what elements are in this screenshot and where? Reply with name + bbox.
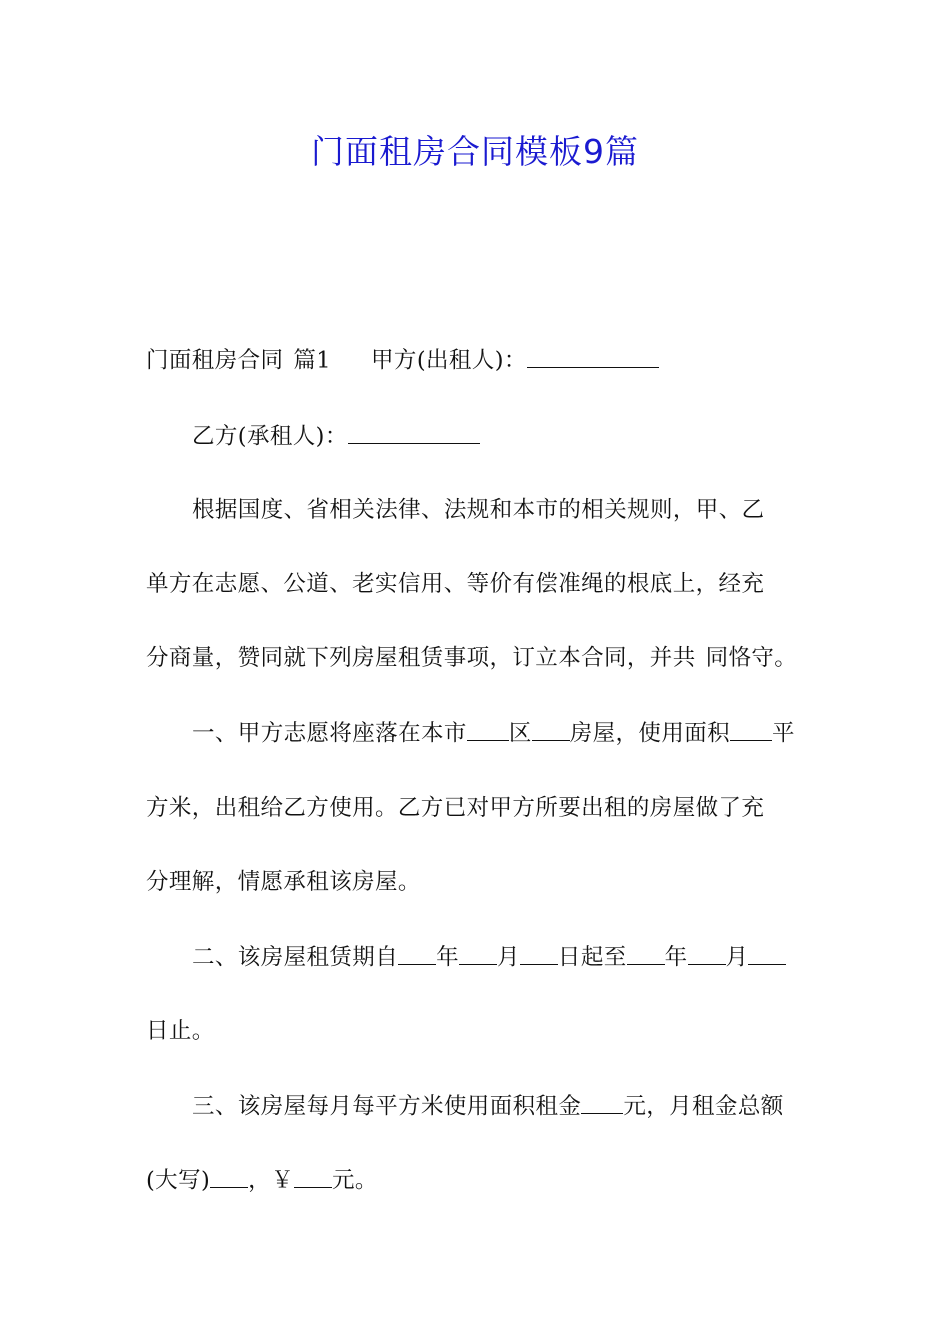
clause2-end-month: 月 bbox=[725, 944, 749, 971]
section-heading-line bbox=[146, 343, 659, 378]
start-year-blank bbox=[398, 940, 436, 965]
intro-line-1: 根据国度、省相关法律、法规和本市的相关规则，甲、乙 bbox=[192, 497, 765, 523]
intro-line-3a: 分商量，赞同就下列房屋租赁事项，订立本合同，并共 bbox=[146, 645, 696, 671]
party-b-label: 乙方(承租人)： bbox=[192, 423, 348, 450]
rent-per-sqm-blank bbox=[581, 1089, 623, 1114]
clause3-yuan: 元。 bbox=[331, 1167, 378, 1194]
intro-line-3b: 同恪守。 bbox=[705, 645, 798, 671]
clause3-daxie: (大写) bbox=[146, 1167, 211, 1194]
section-heading: 门面租房合同 bbox=[146, 347, 284, 374]
clause2-line-2: 日止。 bbox=[146, 1018, 215, 1044]
clause1-unit-start: 平 bbox=[772, 720, 795, 747]
clause3-yuan-monthly: 元，月租金总额 bbox=[623, 1093, 784, 1120]
party-a-blank bbox=[527, 343, 659, 368]
clause2-day-from: 日起至 bbox=[557, 944, 627, 971]
start-day-blank bbox=[520, 940, 558, 965]
end-month-blank bbox=[688, 940, 726, 965]
section-number: 篇1 bbox=[293, 347, 332, 374]
area-blank bbox=[730, 716, 772, 741]
party-b-blank bbox=[348, 419, 480, 444]
clause1-house: 房屋，使用面积 bbox=[569, 720, 731, 747]
district-blank bbox=[467, 716, 509, 741]
clause1-district: 区 bbox=[508, 720, 532, 747]
intro-line-2: 单方在志愿、公道、老实信用、等价有偿准绳的根底上，经充 bbox=[146, 571, 765, 597]
clause3-line-1 bbox=[192, 1089, 784, 1124]
clause3-comma: ， bbox=[248, 1167, 272, 1194]
rent-amount-blank bbox=[294, 1163, 332, 1188]
start-month-blank bbox=[459, 940, 497, 965]
clause3-prefix: 三、该房屋每月每平方米使用面积租金 bbox=[192, 1093, 582, 1120]
house-blank bbox=[532, 716, 570, 741]
document-title: 门面租房合同模板9篇 bbox=[311, 132, 639, 171]
clause2-line-1 bbox=[192, 940, 786, 975]
clause2-end-year: 年 bbox=[664, 944, 688, 971]
party-b-line bbox=[192, 419, 480, 454]
clause1-line-1 bbox=[192, 716, 795, 751]
party-a-label: 甲方(出租人)： bbox=[371, 347, 527, 374]
rent-daxie-blank bbox=[210, 1163, 248, 1188]
clause1-prefix: 一、甲方志愿将座落在本市 bbox=[192, 720, 467, 747]
clause1-line-3: 分理解，情愿承租该房屋。 bbox=[146, 869, 421, 895]
end-day-blank bbox=[748, 940, 786, 965]
clause2-year: 年 bbox=[436, 944, 460, 971]
intro-line-3 bbox=[146, 641, 797, 675]
currency-symbol: ￥ bbox=[271, 1167, 294, 1194]
clause3-line-2 bbox=[146, 1163, 378, 1198]
end-year-blank bbox=[627, 940, 665, 965]
clause2-prefix: 二、该房屋租赁期自 bbox=[192, 944, 399, 971]
clause2-month: 月 bbox=[497, 944, 520, 971]
clause1-line-2: 方米，出租给乙方使用。乙方已对甲方所要出租的房屋做了充 bbox=[146, 795, 765, 821]
